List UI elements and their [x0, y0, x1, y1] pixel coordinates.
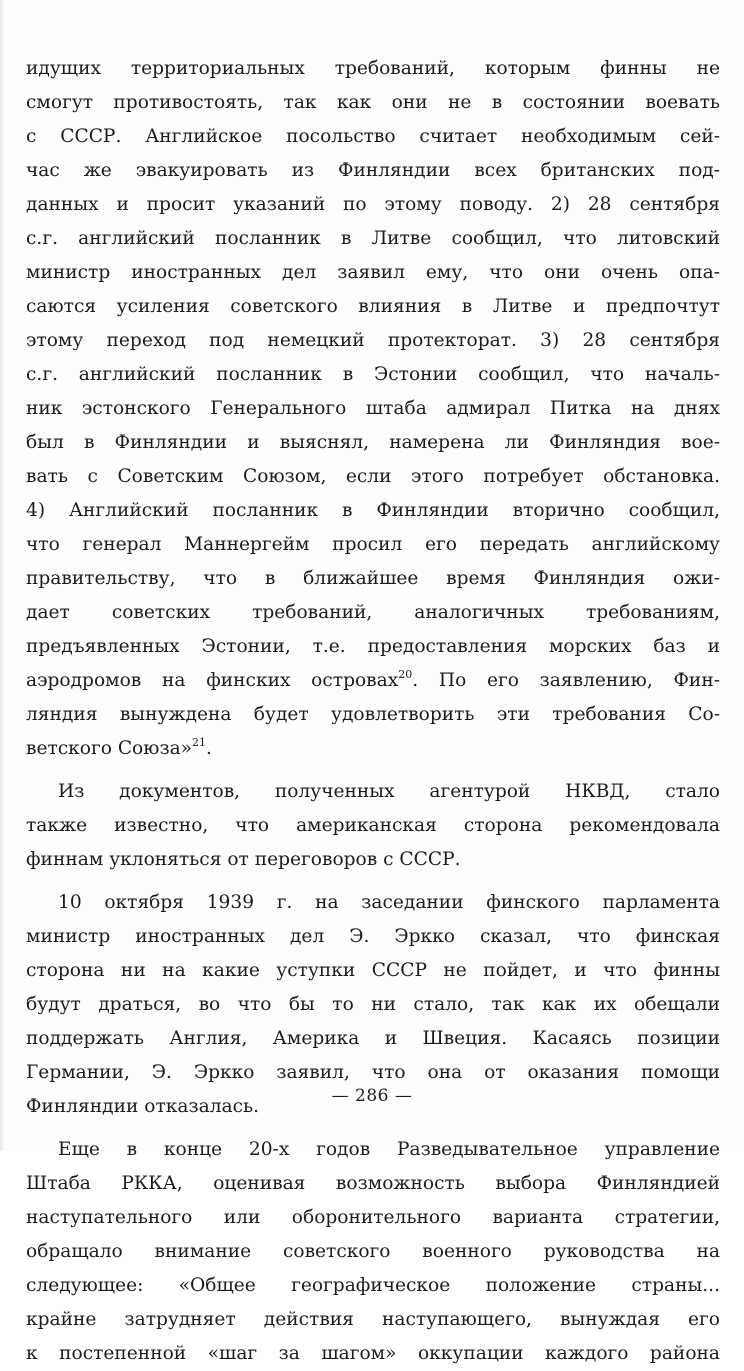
text-line: этому переход под немецкий протекторат. 3) 28 сентября	[26, 330, 720, 351]
text-line: также известно, что американская сторона рекомендовала	[26, 815, 720, 836]
text-line: вать с Советским Союзом, если этого потребует обстановка.	[26, 466, 720, 487]
text-fragment: . По его заявлению, Фин-	[412, 670, 721, 691]
body-text	[26, 52, 720, 1371]
paragraph-1	[26, 52, 720, 766]
text-line: будут драться, во что бы то ни стало, так как их обещали	[26, 994, 720, 1015]
text-line: Из документов, полученных агентурой НКВД, стало	[58, 781, 720, 802]
text-line: с.г. английский посланник в Эстонии сообщил, что началь-	[26, 364, 720, 385]
text-line: правительству, что в ближайшее время Финляндия ожи-	[26, 568, 720, 589]
text-line: час же эвакуировать из Финляндии всех британских под-	[26, 160, 720, 181]
text-line: данных и просит указаний по этому поводу. 2) 28 сентября	[26, 194, 720, 215]
text-line: финнам уклоняться от переговоров с СССР.	[26, 849, 461, 870]
text-line: поддержать Англия, Америка и Швеция. Касаясь позиции	[26, 1028, 720, 1049]
text-line: 10 октября 1939 г. на заседании финского парламента	[58, 892, 720, 913]
text-line: был в Финляндии и выяснял, намерена ли Финляндия вое-	[26, 432, 720, 453]
text-line: с.г. английский посланник в Литве сообщил, что литовский	[26, 228, 720, 249]
text-line: Германии, Э. Эркко заявил, что она от оказания помощи	[26, 1062, 720, 1083]
text-fragment: ветского Союза»	[26, 738, 193, 759]
text-line: к постепенной «шаг за шагом» оккупации каждого района	[26, 1343, 720, 1364]
text-line: Финляндии отказалась.	[26, 1096, 260, 1117]
text-line: министр иностранных дел Э. Эркко сказал, что финская	[26, 926, 720, 947]
text-line: 4) Английский посланник в Финляндии вторично сообщил,	[26, 500, 720, 521]
text-line: министр иностранных дел заявил ему, что они очень опа-	[26, 262, 720, 283]
text-line-with-footnote	[26, 664, 720, 698]
text-line: предъявленных Эстонии, т.е. предоставления морских баз и	[26, 636, 720, 657]
page-number: — 286 —	[331, 1086, 413, 1106]
text-line: саются усиления советского влияния в Литве и предпочтут	[26, 296, 720, 317]
paragraph-2	[26, 775, 720, 877]
text-line: ник эстонского Генерального штаба адмирал Питка на днях	[26, 398, 720, 419]
text-line: сторона ни на какие уступки СССР не пойдет, и что финны	[26, 960, 720, 981]
text-line: обращало внимание советского военного руководства на	[26, 1241, 720, 1262]
text-line: смогут противостоять, так как они не в состоянии воевать	[26, 92, 720, 113]
text-line: дает советских требований, аналогичных требованиям,	[26, 602, 720, 623]
text-line: наступательного или оборонительного варианта стратегии,	[26, 1207, 720, 1228]
text-line: Еще в конце 20-х годов Разведывательное управление	[58, 1139, 720, 1160]
paragraph-4	[26, 1133, 720, 1371]
text-line: идущих территориальных требований, которым финны не	[26, 58, 720, 79]
text-line-with-footnote	[26, 732, 720, 766]
text-line: с СССР. Английское посольство считает необходимым сей-	[26, 126, 720, 147]
text-line: следующее: «Общее географическое положение страны...	[26, 1275, 720, 1296]
text-fragment: аэродромов на финских островах	[26, 670, 399, 691]
page-edge-shadow	[0, 0, 4, 1151]
footnote-ref: 21	[192, 736, 207, 749]
text-line: крайне затрудняет действия наступающего, вынуждая его	[26, 1309, 720, 1330]
text-line: ляндия вынуждена будет удовлетворить эти требования Со-	[26, 704, 720, 725]
footnote-ref: 20	[398, 668, 413, 681]
text-line: Штаба РККА, оценивая возможность выбора Финляндией	[26, 1173, 720, 1194]
text-line: что генерал Маннергейм просил его передать английскому	[26, 534, 720, 555]
text-fragment: .	[206, 738, 212, 759]
